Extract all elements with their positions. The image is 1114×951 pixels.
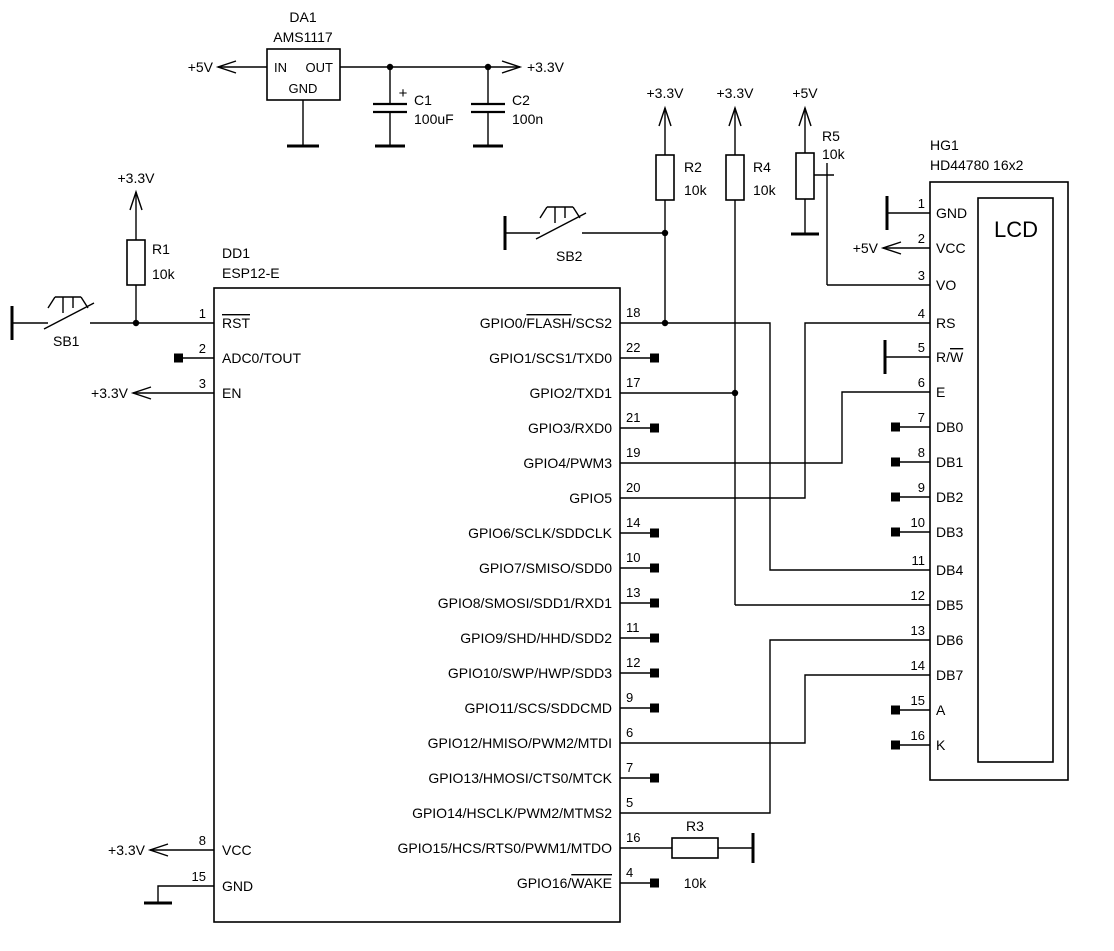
net-label-5v-lcd: +5V xyxy=(852,240,878,256)
capacitor-c2 xyxy=(471,67,543,146)
capacitor-c1 xyxy=(373,67,454,146)
resistor-r4-body xyxy=(726,155,744,200)
wire-gpio14-db6 xyxy=(620,640,930,813)
nc-square-icon xyxy=(650,634,659,643)
lcd-pin-num-11: 11 xyxy=(911,553,925,568)
lcd-pin-label-rw xyxy=(936,349,964,365)
lcd-pin-label-e: E xyxy=(936,384,946,400)
lcd-pin-num-8: 8 xyxy=(917,445,925,460)
net-label-5v-r5: +5V xyxy=(792,85,818,101)
r2-ref: R2 xyxy=(684,159,702,175)
lcd-pin-label-vcc: VCC xyxy=(936,240,966,256)
mcu-pin-num-en: 3 xyxy=(198,376,206,391)
lcd-pin-num-14: 14 xyxy=(910,658,925,673)
pin-label-gpio6: GPIO6/SCLK/SDDCLK xyxy=(468,525,612,541)
pin-num-gpio10: 12 xyxy=(626,655,641,670)
pin-label-gpio12: GPIO12/HMISO/PWM2/MTDI xyxy=(427,735,612,751)
mcu-pin-num-gnd: 15 xyxy=(191,869,206,884)
lcd-pin-label-vo: VO xyxy=(936,277,957,293)
lcd-pin-num-2: 2 xyxy=(917,231,925,246)
pin-num-gpio3: 21 xyxy=(626,410,641,425)
nc-square-icon xyxy=(650,774,659,783)
pin-label-gpio8: GPIO8/SMOSI/SDD1/RXD1 xyxy=(437,595,612,611)
pin-label-gpio5: GPIO5 xyxy=(569,490,612,506)
lcd-pin-num-4: 4 xyxy=(917,306,925,321)
lcd-pin-num-1: 1 xyxy=(917,196,925,211)
r5-ref: R5 xyxy=(822,128,840,144)
pin-label-gpio4: GPIO4/PWM3 xyxy=(523,455,612,471)
pin-label-gpio9: GPIO9/SHD/HHD/SDD2 xyxy=(460,630,612,646)
gpio16-pre: GPIO16/ xyxy=(516,875,572,891)
net-label-5v-in: +5V xyxy=(187,59,213,75)
pin-num-gpio2: 17 xyxy=(626,375,641,390)
pin-num-gpio5: 20 xyxy=(626,480,641,495)
lcd-pin-label-gnd: GND xyxy=(936,205,968,221)
lcd-pin-label-db3: DB3 xyxy=(936,524,964,540)
wire-gpio4-e xyxy=(620,392,930,463)
sb1-plunger-tick-left xyxy=(48,297,55,308)
reset-circuit xyxy=(12,170,214,349)
lcd-pin-num-3: 3 xyxy=(917,268,925,283)
button-sb2 xyxy=(505,207,665,264)
pin-num-gpio0: 18 xyxy=(626,305,641,320)
gpio0-over: FLASH xyxy=(526,315,572,331)
nc-square-icon xyxy=(650,529,659,538)
nc-square-icon xyxy=(891,741,900,750)
lcd-pin-num-6: 6 xyxy=(917,375,925,390)
r4-value: 10k xyxy=(753,182,776,198)
r1-value: 10k xyxy=(152,266,175,282)
c1-ref: C1 xyxy=(414,92,432,108)
pin-label-gpio11: GPIO11/SCS/SDDCMD xyxy=(464,700,612,716)
r5-value: 10k xyxy=(822,146,845,162)
r4-ref: R4 xyxy=(753,159,771,175)
pin-num-gpio15: 16 xyxy=(626,830,641,845)
mcu-pin-num-rst: 1 xyxy=(198,306,206,321)
net-label-3v3-out: +3.3V xyxy=(527,59,564,75)
pin-num-gpio8: 13 xyxy=(626,585,641,600)
sb2-plunger-tick-right xyxy=(573,207,580,218)
gpio16-over: WAKE xyxy=(571,875,612,891)
net-label-3v3-en: +3.3V xyxy=(91,385,128,401)
button-sb1 xyxy=(12,297,214,349)
resistor-r1-body xyxy=(127,240,145,285)
sb2-ref: SB2 xyxy=(556,248,583,264)
lcd-pin-num-5: 5 xyxy=(917,340,925,355)
nc-square-icon xyxy=(650,879,659,888)
nc-square-icon xyxy=(891,528,900,537)
lcd-pin-num-10: 10 xyxy=(910,515,925,530)
lcd-pin-num-9: 9 xyxy=(917,480,925,495)
nc-square-icon xyxy=(650,564,659,573)
mcu-pin-num-adc0: 2 xyxy=(198,341,206,356)
pin-num-gpio12: 6 xyxy=(626,725,634,740)
lcd-pin-label-db1: DB1 xyxy=(936,454,964,470)
regulator-pin-out: OUT xyxy=(305,60,333,75)
rw-pre: R/ xyxy=(936,349,950,365)
r3-value: 10k xyxy=(683,875,707,891)
nc-square-icon xyxy=(891,493,900,502)
mcu-pin-label-vcc: VCC xyxy=(222,842,252,858)
nc-square-icon xyxy=(891,706,900,715)
sb1-ref: SB1 xyxy=(53,333,80,349)
nc-square-icon xyxy=(650,424,659,433)
nc-square-icon xyxy=(650,669,659,678)
lcd-pin-label-k: K xyxy=(936,737,946,753)
pin-num-gpio6: 14 xyxy=(626,515,641,530)
gpio0-post: /SCS2 xyxy=(571,315,612,331)
net-label-3v3-r1: +3.3V xyxy=(117,170,155,186)
lcd-pin-num-16: 16 xyxy=(910,728,925,743)
net-label-3v3-r4: +3.3V xyxy=(716,85,754,101)
r3-ref: R3 xyxy=(686,818,704,834)
resistor-r3-body xyxy=(672,838,718,858)
pin-num-gpio4: 19 xyxy=(626,445,641,460)
lcd-pin-label-rs: RS xyxy=(936,315,956,331)
mcu-part: ESP12-E xyxy=(222,265,280,281)
nc-square-icon xyxy=(650,704,659,713)
lcd-pin-label-db2: DB2 xyxy=(936,489,964,505)
nc-square-icon xyxy=(650,599,659,608)
sb2-plunger-tick-left xyxy=(540,207,547,218)
lcd-pin-label-a: A xyxy=(936,702,946,718)
lcd-ref: HG1 xyxy=(930,137,959,153)
resistor-r5-body xyxy=(796,153,814,199)
lcd-pin-label-db6: DB6 xyxy=(936,632,964,648)
lcd-part: HD44780 16x2 xyxy=(930,157,1024,173)
mcu-pin-num-vcc: 8 xyxy=(198,833,206,848)
pin-label-gpio3: GPIO3/RXD0 xyxy=(527,420,612,436)
pin-num-gpio14: 5 xyxy=(626,795,634,810)
r2-value: 10k xyxy=(684,182,707,198)
lcd-pin-num-7: 7 xyxy=(917,410,925,425)
rw-over: W xyxy=(950,349,964,365)
lcd-pin-label-db0: DB0 xyxy=(936,419,964,435)
nc-square-icon xyxy=(174,354,183,363)
pin-label-gpio0 xyxy=(480,315,612,331)
mcu-pin-label-gnd: GND xyxy=(222,878,254,894)
lcd-section xyxy=(853,137,1068,780)
pin-label-gpio10: GPIO10/SWP/HWP/SDD3 xyxy=(447,665,612,681)
net-label-3v3-vcc: +3.3V xyxy=(108,842,145,858)
pin-label-gpio1: GPIO1/SCS1/TXD0 xyxy=(489,350,612,366)
c2-ref: C2 xyxy=(512,92,530,108)
pin-label-gpio15: GPIO15/HCS/RTS0/PWM1/MTDO xyxy=(397,840,612,856)
pin-num-gpio11: 9 xyxy=(626,690,634,705)
mcu-pin-label-rst: RST xyxy=(222,315,250,331)
regulator-part: AMS1117 xyxy=(273,29,333,45)
r3-circuit xyxy=(620,818,753,891)
signal-wires xyxy=(620,323,930,813)
lcd-screen-box xyxy=(978,198,1053,762)
regulator-pin-gnd: GND xyxy=(288,81,318,96)
lcd-pin-num-12: 12 xyxy=(910,588,925,603)
c1-value: 100uF xyxy=(414,111,454,127)
nc-square-icon xyxy=(650,354,659,363)
nc-square-icon xyxy=(891,423,900,432)
regulator-pin-in: IN xyxy=(274,60,287,75)
pin-num-gpio9: 11 xyxy=(626,620,640,635)
c1-polarity: + xyxy=(398,85,408,102)
pin-label-gpio16 xyxy=(517,875,612,891)
lcd-pin-label-db4: DB4 xyxy=(936,562,964,578)
pin-label-gpio2: GPIO2/TXD1 xyxy=(529,385,612,401)
net-label-3v3-r2: +3.3V xyxy=(646,85,684,101)
gpio0-pre: GPIO0/ xyxy=(479,315,527,331)
lcd-pin-num-13: 13 xyxy=(910,623,925,638)
sb1-plunger-tick-right xyxy=(81,297,88,308)
pin-num-gpio13: 7 xyxy=(626,760,634,775)
mcu-pin-label-adc0: ADC0/TOUT xyxy=(222,350,302,366)
mcu-section xyxy=(91,245,659,922)
mcu-ref: DD1 xyxy=(222,245,251,261)
lcd-pin-label-db7: DB7 xyxy=(936,667,964,683)
wire-gnd xyxy=(158,886,214,903)
r1-ref: R1 xyxy=(152,241,170,257)
resistor-r2-body xyxy=(656,155,674,200)
regulator-ref: DA1 xyxy=(289,9,317,25)
lcd-pin-label-db5: DB5 xyxy=(936,597,964,613)
pin-num-gpio7: 10 xyxy=(626,550,641,565)
mcu-pin-label-en: EN xyxy=(222,385,242,401)
r4-circuit xyxy=(717,85,777,605)
nc-square-icon xyxy=(891,458,900,467)
pin-label-gpio14: GPIO14/HSCLK/PWM2/MTMS2 xyxy=(412,805,612,821)
c2-value: 100n xyxy=(512,111,544,127)
pin-label-gpio7: GPIO7/SMISO/SDD0 xyxy=(478,560,612,576)
pin-label-gpio13: GPIO13/HMOSI/CTS0/MTCK xyxy=(428,770,612,786)
lcd-pin-num-15: 15 xyxy=(910,693,925,708)
pin-num-gpio16: 4 xyxy=(626,865,634,880)
wire-gpio12-db7 xyxy=(620,675,930,743)
pin-num-gpio1: 22 xyxy=(626,340,641,355)
lcd-screen-label: LCD xyxy=(993,217,1039,242)
regulator-section xyxy=(188,9,565,146)
